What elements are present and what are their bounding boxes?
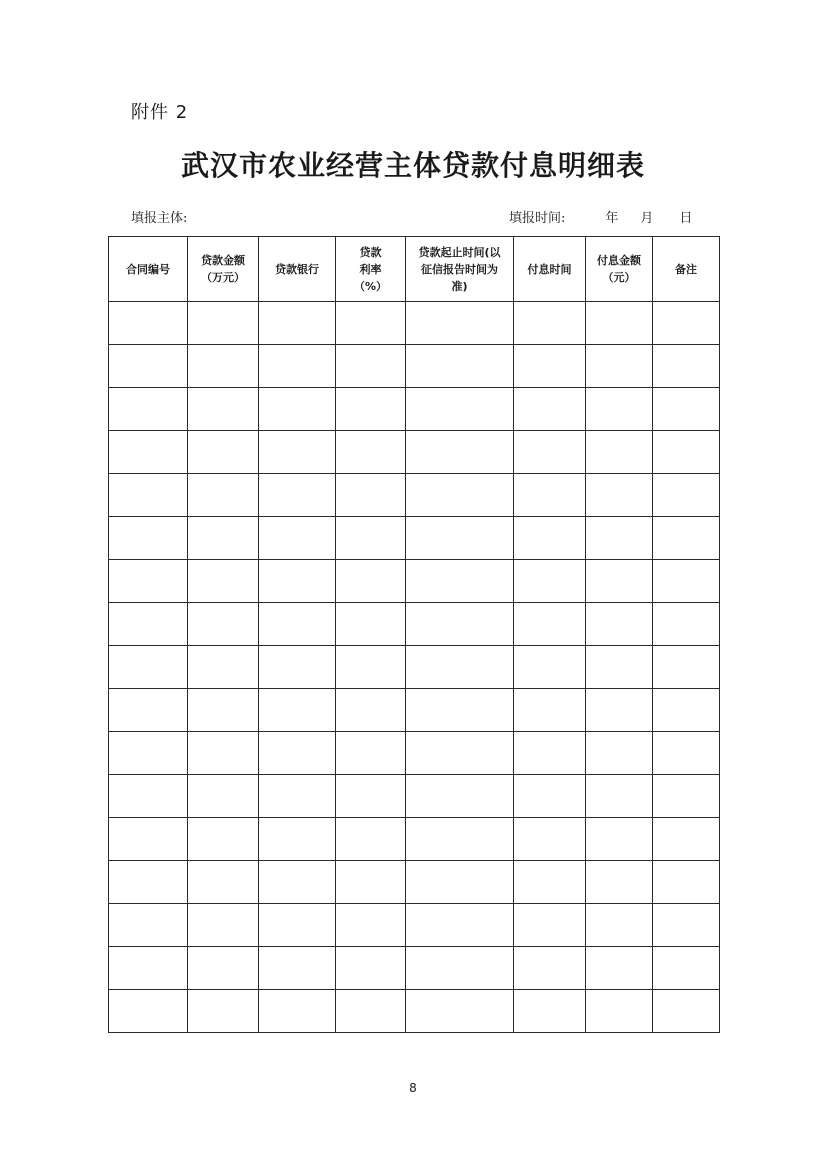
table-cell[interactable] [109,732,188,775]
table-cell[interactable] [188,603,259,646]
header-contract-no: 合同编号 [109,237,188,302]
table-cell[interactable] [109,775,188,818]
table-row [109,775,720,818]
table-cell[interactable] [586,431,653,474]
table-cell[interactable] [336,302,406,345]
table-cell[interactable] [336,818,406,861]
table-cell[interactable] [653,818,720,861]
table-cell[interactable] [406,861,514,904]
table-cell[interactable] [586,818,653,861]
header-loan-bank: 贷款银行 [259,237,336,302]
table-cell[interactable] [188,861,259,904]
table-cell[interactable] [188,775,259,818]
table-cell[interactable] [406,302,514,345]
table-cell[interactable] [259,990,336,1033]
table-cell[interactable] [514,517,586,560]
table-cell[interactable] [406,388,514,431]
table-cell[interactable] [653,345,720,388]
table-cell[interactable] [259,818,336,861]
table-cell[interactable] [188,560,259,603]
table-cell[interactable] [406,560,514,603]
table-cell[interactable] [514,474,586,517]
table-row [109,904,720,947]
date-line [509,209,692,229]
filer-label: 填报主体: [131,211,188,226]
table-cell[interactable] [336,990,406,1033]
table-row [109,603,720,646]
table-cell[interactable] [259,904,336,947]
table-cell[interactable] [653,990,720,1033]
table-cell[interactable] [514,646,586,689]
table-cell[interactable] [406,603,514,646]
table-cell[interactable] [259,732,336,775]
table-cell[interactable] [653,689,720,732]
table-cell[interactable] [109,388,188,431]
table-row [109,431,720,474]
table-cell[interactable] [653,775,720,818]
table-cell[interactable] [109,517,188,560]
table-cell[interactable] [259,560,336,603]
table-cell[interactable] [188,388,259,431]
table-cell[interactable] [586,474,653,517]
table-cell[interactable] [586,947,653,990]
table-cell[interactable] [653,947,720,990]
table-cell[interactable] [259,345,336,388]
table-row [109,646,720,689]
table-cell[interactable] [336,345,406,388]
table-cell[interactable] [109,560,188,603]
table-cell[interactable] [336,517,406,560]
table-cell[interactable] [259,947,336,990]
table-cell[interactable] [188,302,259,345]
table-cell[interactable] [586,302,653,345]
table-cell[interactable] [188,689,259,732]
table-cell[interactable] [336,431,406,474]
year-label: 年 [605,211,619,226]
table-row [109,474,720,517]
table-cell[interactable] [653,646,720,689]
table-cell[interactable] [653,302,720,345]
table-cell[interactable] [586,904,653,947]
table-cell[interactable] [514,689,586,732]
loan-interest-table [108,236,720,1033]
table-cell[interactable] [259,302,336,345]
table-cell[interactable] [109,904,188,947]
table-cell[interactable] [188,904,259,947]
table-cell[interactable] [586,775,653,818]
table-cell[interactable] [109,302,188,345]
table-cell[interactable] [653,560,720,603]
table-cell[interactable] [109,603,188,646]
table-cell[interactable] [653,431,720,474]
table-cell[interactable] [406,431,514,474]
table-cell[interactable] [336,689,406,732]
table-cell[interactable] [259,517,336,560]
table-cell[interactable] [586,517,653,560]
table-cell[interactable] [514,603,586,646]
table-cell[interactable] [188,517,259,560]
table-row [109,345,720,388]
table-cell[interactable] [259,775,336,818]
page-number: 8 [409,1081,417,1095]
table-cell[interactable] [514,947,586,990]
table-cell[interactable] [259,474,336,517]
table-cell[interactable] [109,990,188,1033]
table-row [109,861,720,904]
table-cell[interactable] [406,646,514,689]
table-cell[interactable] [586,603,653,646]
table-cell[interactable] [406,818,514,861]
table-cell[interactable] [586,861,653,904]
table-cell[interactable] [188,732,259,775]
header-loan-amount: 贷款金额 （万元） [188,237,259,302]
table-cell[interactable] [336,646,406,689]
table-cell[interactable] [336,861,406,904]
table-cell[interactable] [514,904,586,947]
table-cell[interactable] [514,388,586,431]
table-cell[interactable] [406,689,514,732]
page-title: 武汉市农业经营主体贷款付息明细表 [180,149,645,182]
table-row [109,947,720,990]
table-row [109,517,720,560]
table-cell[interactable] [109,431,188,474]
table-cell[interactable] [109,947,188,990]
table-cell[interactable] [188,431,259,474]
table-cell[interactable] [336,603,406,646]
table-cell[interactable] [514,431,586,474]
header-interest-amount: 付息金额 （元） [586,237,653,302]
table-cell[interactable] [109,345,188,388]
table-row [109,388,720,431]
table-cell[interactable] [514,818,586,861]
table-cell[interactable] [336,388,406,431]
header-interest-rate: 贷款 利率 （%） [336,237,406,302]
header-remarks: 备注 [653,237,720,302]
table-body [109,302,720,1033]
table-cell[interactable] [406,517,514,560]
table-row [109,689,720,732]
table-cell[interactable] [586,388,653,431]
table-cell[interactable] [188,990,259,1033]
table-cell[interactable] [514,990,586,1033]
table-cell[interactable] [406,990,514,1033]
table-cell[interactable] [109,861,188,904]
table-cell[interactable] [653,732,720,775]
table-row [109,990,720,1033]
table-cell[interactable] [514,302,586,345]
table-cell[interactable] [514,775,586,818]
table-cell[interactable] [259,603,336,646]
table-cell[interactable] [653,388,720,431]
table-row [109,302,720,345]
table-cell[interactable] [586,732,653,775]
table-cell[interactable] [188,474,259,517]
table-cell[interactable] [586,560,653,603]
table-cell[interactable] [586,689,653,732]
table-cell[interactable] [514,861,586,904]
table-cell[interactable] [653,517,720,560]
table-row [109,818,720,861]
month-label: 月 [640,211,654,226]
table-cell[interactable] [188,345,259,388]
attachment-label: 附件 2 [131,102,189,123]
table-cell[interactable] [406,947,514,990]
table-cell[interactable] [406,775,514,818]
table-cell[interactable] [109,646,188,689]
table-cell[interactable] [653,603,720,646]
table-cell[interactable] [259,861,336,904]
table-cell[interactable] [586,646,653,689]
table-cell[interactable] [653,474,720,517]
table-cell[interactable] [336,560,406,603]
table-cell[interactable] [336,474,406,517]
date-label: 填报时间: [509,211,566,226]
table-cell[interactable] [406,345,514,388]
table-cell[interactable] [109,818,188,861]
table-cell[interactable] [188,818,259,861]
table-cell[interactable] [586,990,653,1033]
table-cell[interactable] [586,345,653,388]
table-cell[interactable] [259,646,336,689]
table-cell[interactable] [336,732,406,775]
table-cell[interactable] [406,732,514,775]
table-cell[interactable] [336,947,406,990]
table-cell[interactable] [514,732,586,775]
table-header-row [109,237,720,302]
header-loan-period: 贷款起止时间(以 征信报告时间为 准) [406,237,514,302]
table-cell[interactable] [188,947,259,990]
table-cell[interactable] [259,431,336,474]
table-cell[interactable] [653,861,720,904]
header-payment-date: 付息时间 [514,237,586,302]
table-cell[interactable] [406,904,514,947]
table-cell[interactable] [336,775,406,818]
table-cell[interactable] [653,904,720,947]
table-cell[interactable] [514,560,586,603]
table-cell[interactable] [109,689,188,732]
table-row [109,732,720,775]
table-cell[interactable] [514,345,586,388]
table-cell[interactable] [259,689,336,732]
table-cell[interactable] [259,388,336,431]
table-cell[interactable] [406,474,514,517]
day-label: 日 [679,211,693,226]
table-cell[interactable] [109,474,188,517]
table-row [109,560,720,603]
table-cell[interactable] [336,904,406,947]
table-cell[interactable] [188,646,259,689]
